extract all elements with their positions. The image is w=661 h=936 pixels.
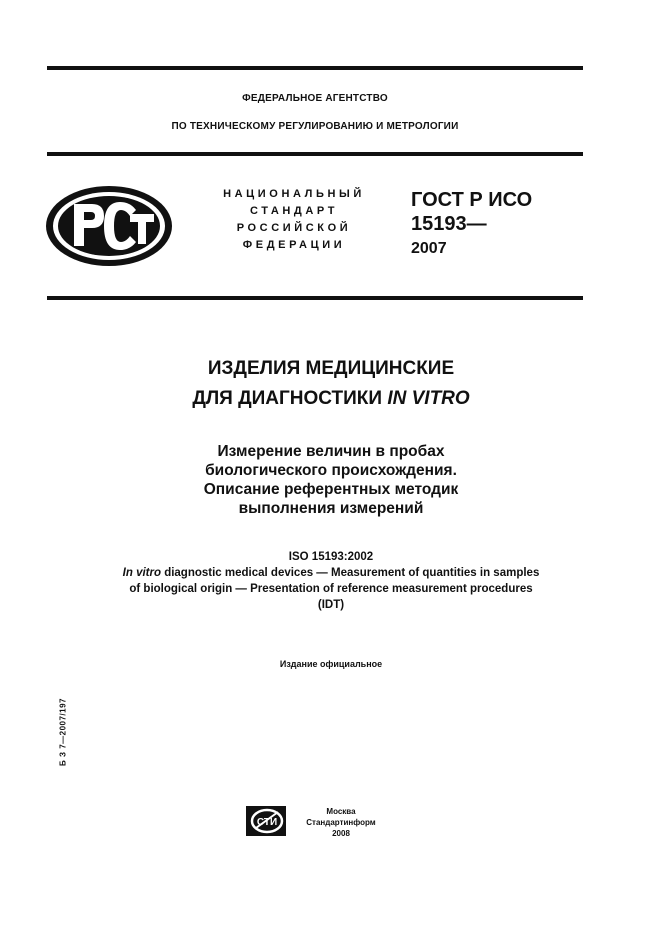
title-line2-italic: IN VITRO bbox=[387, 388, 470, 409]
subtitle-line4: выполнения измерений bbox=[238, 500, 424, 517]
national-standard-label bbox=[196, 186, 392, 254]
iso-reference bbox=[47, 549, 615, 613]
title-line2-prefix: ДЛЯ ДИАГНОСТИКИ bbox=[192, 388, 388, 409]
publisher-logo bbox=[246, 806, 286, 836]
header-rule bbox=[47, 152, 583, 156]
publisher-year: 2008 bbox=[332, 829, 350, 838]
rst-logo bbox=[44, 184, 174, 268]
top-rule bbox=[47, 66, 583, 70]
svg-text:СТИ: СТИ bbox=[256, 817, 278, 828]
iso-title-line2: of biological origin — Presentation of reference measurement procedures bbox=[129, 583, 533, 595]
standard-year: 2007 bbox=[411, 240, 447, 257]
subtitle-line2: биологического происхождения. bbox=[205, 462, 457, 479]
standard-code-line2: 15193— bbox=[411, 213, 487, 235]
subtitle-line3: Описание референтных методик bbox=[203, 481, 459, 498]
publisher-city: Москва bbox=[326, 807, 356, 816]
standard-code-line1: ГОСТ Р ИСО bbox=[411, 189, 533, 211]
iso-title-line1-rest: diagnostic medical devices — Measurement of quantities in samples bbox=[161, 567, 540, 579]
side-code: Б З 7—2007/197 bbox=[58, 697, 68, 767]
iso-title-line1 bbox=[47, 565, 615, 581]
publisher-info bbox=[290, 806, 392, 839]
title-line1: ИЗДЕЛИЯ МЕДИЦИНСКИЕ bbox=[207, 358, 455, 379]
national-line-3: РОССИЙСКОЙ bbox=[236, 222, 352, 234]
agency-name-line2: ПО ТЕХНИЧЕСКОМУ РЕГУЛИРОВАНИЮ И МЕТРОЛОГИИ bbox=[171, 121, 459, 132]
rst-logo-graphic bbox=[44, 184, 174, 268]
iso-number: ISO 15193:2002 bbox=[288, 551, 374, 563]
national-line-2: СТАНДАРТ bbox=[249, 205, 339, 217]
document-title bbox=[47, 354, 615, 414]
iso-equivalence: (IDT) bbox=[317, 599, 345, 611]
publisher-name: Стандартинформ bbox=[306, 818, 376, 827]
iso-title-italic: In vitro bbox=[122, 567, 161, 579]
agency-name-line1: ФЕДЕРАЛЬНОЕ АГЕНТСТВО bbox=[242, 93, 388, 104]
mid-rule bbox=[47, 296, 583, 300]
national-line-1: НАЦИОНАЛЬНЫЙ bbox=[223, 188, 365, 200]
national-line-4: ФЕДЕРАЦИИ bbox=[242, 239, 346, 251]
publisher-logo-graphic bbox=[246, 806, 286, 836]
title-line2 bbox=[47, 384, 615, 414]
document-subtitle bbox=[47, 442, 615, 518]
edition-label: Издание официальное bbox=[279, 659, 383, 669]
standard-code bbox=[411, 188, 532, 236]
subtitle-line1: Измерение величин в пробах bbox=[217, 443, 445, 460]
